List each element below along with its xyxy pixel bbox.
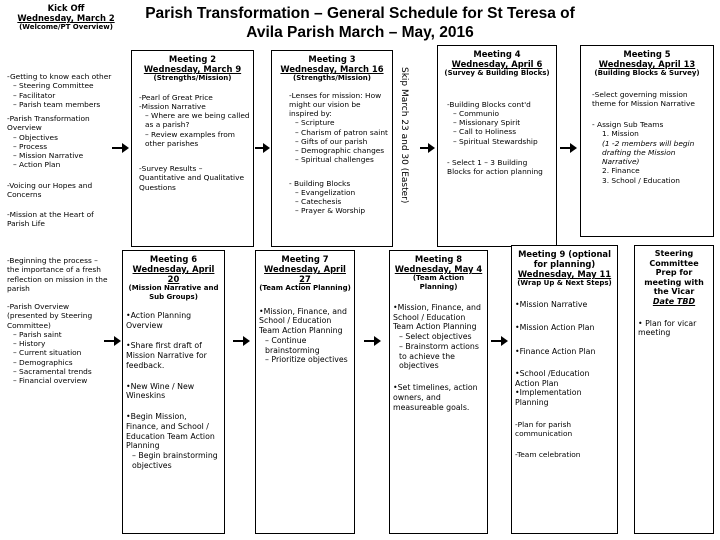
meeting-header	[393, 254, 484, 291]
kickoff-agenda	[7, 72, 115, 229]
agenda-line: – Continue brainstorming	[265, 335, 320, 355]
agenda-line: -Beginning the process – the importance of a fresh reflection on mission in the parish	[7, 256, 108, 293]
right-arrow-icon	[364, 335, 382, 347]
agenda-group	[515, 369, 614, 408]
agenda-line: – Current situation	[13, 348, 82, 358]
agenda-line: •Finance Action Plan	[515, 347, 596, 357]
agenda-line: •Share first draft of Mission Narrative for feedback.	[126, 341, 207, 370]
meeting-subtitle: (Building Blocks & Survey)	[594, 69, 700, 78]
agenda-line: – Mission Narrative	[13, 151, 84, 160]
agenda-line: • Plan for vicar meeting	[638, 318, 697, 338]
agenda-line: 1. Mission	[602, 129, 639, 139]
agenda-line: •New Wine / New Wineskins	[126, 381, 195, 401]
agenda-line: -Mission at the Heart of Parish Life	[7, 210, 94, 229]
agenda-group	[584, 90, 710, 109]
meeting-3-card	[271, 50, 393, 247]
agenda-line: – Demographic changes	[295, 146, 385, 156]
agenda-line: 3. School / Education	[602, 175, 680, 185]
agenda-group	[393, 383, 484, 412]
meeting-header	[135, 54, 250, 83]
kickoff-group	[7, 302, 111, 385]
meeting-9-card	[511, 245, 618, 534]
agenda-line: – Spiritual challenges	[295, 155, 374, 165]
meeting-4-card	[437, 45, 557, 247]
agenda-line: -Plan for parish communication	[515, 419, 573, 439]
kickoff-agenda-lower	[7, 256, 111, 385]
meeting-header	[441, 49, 553, 78]
agenda-line: – Prioritize objectives	[265, 355, 348, 365]
kickoff-group	[7, 181, 115, 200]
agenda-line: – Brainstorm actions to achieve the objectives	[399, 341, 479, 371]
meeting-label: Meeting 8	[414, 254, 463, 264]
meeting-label: Meeting 2	[168, 54, 217, 64]
agenda-line: •Begin Mission, Finance, and School / Education Team Action Planning	[126, 412, 215, 451]
meeting-date: Wednesday, April 6	[451, 59, 543, 70]
meeting-subtitle: (Strengths/Mission)	[153, 74, 232, 83]
agenda-line: – Objectives	[13, 132, 58, 142]
meeting-8-card	[389, 250, 488, 534]
agenda-line: – Evangelization	[295, 187, 356, 197]
page-title: Parish Transformation – General Schedule for St Teresa of Avila Parish March – May, 2016	[145, 5, 575, 42]
agenda-line: -Pearl of Great Price	[139, 92, 213, 102]
agenda-line: – Charism of patron saint	[295, 127, 388, 137]
meeting-subtitle: (Strengths/Mission)	[293, 74, 371, 83]
steering-committee-card	[634, 245, 714, 534]
agenda-line: – Parish saint	[13, 329, 62, 339]
agenda-line: -Building Blocks cont'd	[447, 99, 531, 109]
agenda-line: – History	[13, 339, 46, 348]
agenda-group	[275, 91, 389, 165]
agenda-line: •Mission, Finance, and School / Education Team Action Planning	[393, 302, 481, 332]
agenda-line: •Mission Action Plan	[515, 323, 595, 333]
agenda-line: – Review examples from other parishes	[145, 129, 235, 148]
agenda-line: – Parish team members	[13, 99, 101, 109]
agenda-line: – Begin brainstorming objectives	[132, 451, 218, 470]
agenda-line: -Team celebration	[515, 450, 581, 460]
agenda-line: – Demographics	[13, 357, 73, 367]
agenda-line: – Sacramental trends	[13, 366, 92, 376]
meeting-label: Steering Committee Prep for meeting with the Vicar	[644, 249, 704, 297]
agenda-line: -Mission Narrative	[139, 101, 206, 111]
meeting-6-card	[122, 250, 225, 534]
right-arrow-icon	[420, 142, 436, 154]
kickoff-subtitle: (Welcome/PT Overview)	[19, 23, 113, 32]
agenda-line: -Parish Transformation Overview	[7, 114, 90, 133]
agenda-group	[135, 93, 250, 149]
meeting-date: Date TBD	[652, 296, 696, 306]
meeting-date: Wednesday, March 9	[143, 64, 242, 75]
agenda-group	[515, 323, 614, 333]
agenda-line: -Lenses for mission: How might our vision be inspired by:	[289, 90, 382, 119]
agenda-line: •Set timelines, action owners, and measureable goals.	[393, 383, 478, 412]
meeting-header	[638, 249, 710, 307]
meeting-header	[275, 54, 389, 83]
agenda-group	[126, 382, 221, 401]
kickoff-group	[7, 114, 115, 170]
kickoff-group	[7, 256, 111, 293]
meeting-date: Wednesday, April 13	[598, 59, 696, 70]
meeting-subtitle: (Team Action Planning)	[259, 284, 351, 293]
agenda-line: - Building Blocks	[289, 178, 351, 188]
meeting-label: Meeting 9 (optional for planning)	[518, 249, 611, 270]
meeting-date: Wednesday, April 20	[132, 264, 215, 285]
agenda-line: – Prayer & Worship	[295, 206, 366, 216]
agenda-line: -Getting to know each other	[7, 72, 112, 81]
meeting-date: Wednesday, April 27	[264, 264, 346, 285]
meeting-date: Wednesday, May 11	[517, 269, 612, 280]
agenda-line: -Select governing mission theme for Mission Narrative	[592, 89, 695, 108]
agenda-group	[126, 412, 221, 470]
agenda-line: 2. Finance	[602, 166, 640, 176]
meeting-label: Meeting 3	[308, 54, 356, 64]
kickoff-header	[5, 3, 127, 32]
agenda-line: – Facilitator	[13, 90, 56, 100]
agenda-group	[515, 420, 614, 439]
agenda-group	[275, 179, 389, 216]
meeting-5-card	[580, 45, 714, 237]
agenda-group	[135, 164, 250, 192]
right-arrow-icon	[112, 142, 130, 154]
agenda-line: (1 -2 members will begin drafting the Mission Narrative)	[602, 138, 695, 167]
right-arrow-icon	[491, 335, 509, 347]
meeting-label: Meeting 7	[281, 254, 329, 264]
meeting-header	[584, 49, 710, 78]
agenda-group	[515, 347, 614, 357]
agenda-group	[393, 303, 484, 371]
kickoff-label: Kick Off	[47, 3, 85, 13]
agenda-line: – Process	[13, 141, 48, 151]
meeting-subtitle: (Survey & Building Blocks)	[444, 69, 550, 78]
agenda-line: – Catechesis	[295, 197, 342, 207]
meeting-label: Meeting 4	[473, 49, 521, 59]
agenda-line: -Survey Results – Quantitative and Qualitative Questions	[139, 164, 245, 192]
agenda-group	[638, 319, 710, 338]
agenda-line: – Select objectives	[399, 332, 472, 342]
agenda-group	[584, 120, 710, 185]
agenda-group	[126, 311, 221, 330]
agenda-line: – Where are we being called as a parish?	[145, 111, 250, 130]
meeting-subtitle: (Mission Narrative and Sub Groups)	[128, 284, 219, 301]
meeting-date: Wednesday, May 4	[394, 264, 483, 275]
agenda-line: – Steering Committee	[13, 81, 94, 91]
agenda-line: – Missionary Spirit	[453, 118, 521, 128]
meeting-label: Meeting 5	[623, 49, 671, 59]
agenda-group	[441, 100, 553, 146]
meeting-header	[126, 254, 221, 301]
agenda-group	[259, 307, 351, 365]
agenda-line: – Communio	[453, 108, 500, 118]
agenda-group	[515, 450, 614, 459]
agenda-line: •Implementation Planning	[515, 388, 582, 408]
kickoff-date: Wednesday, March 2	[17, 13, 115, 24]
right-arrow-icon	[104, 335, 122, 347]
agenda-line: - Assign Sub Teams	[592, 120, 664, 130]
right-arrow-icon	[560, 142, 578, 154]
meeting-subtitle: (Team Action Planning)	[412, 274, 465, 291]
meeting-header	[515, 249, 614, 288]
kickoff-group	[7, 210, 115, 229]
agenda-line: •School /Education Action Plan	[515, 368, 590, 388]
agenda-line: - Select 1 – 3 Building Blocks for action planning	[447, 157, 543, 177]
meeting-date: Wednesday, March 16	[280, 64, 384, 75]
agenda-line: •Mission Narrative	[515, 299, 588, 309]
meeting-2-card	[131, 50, 254, 247]
agenda-line: – Call to Holiness	[453, 127, 517, 137]
skip-note-text: Skip March 23 and 30 (Easter)	[399, 66, 409, 204]
agenda-group	[515, 300, 614, 310]
skip-note	[389, 50, 419, 220]
meeting-subtitle: (Wrap Up & Next Steps)	[517, 279, 612, 288]
agenda-line: – Spiritual Stewardship	[453, 136, 538, 146]
right-arrow-icon	[233, 335, 251, 347]
agenda-line: – Gifts of our parish	[295, 136, 368, 146]
agenda-line: – Action Plan	[13, 160, 61, 170]
kickoff-group	[7, 72, 115, 109]
agenda-line: •Action Planning Overview	[126, 311, 192, 330]
agenda-group	[441, 158, 553, 177]
agenda-group	[126, 341, 221, 370]
agenda-line: •Mission, Finance, and School / Education Team Action Planning	[259, 306, 347, 336]
right-arrow-icon	[255, 142, 271, 154]
agenda-line: -Parish Overview (presented by Steering Committee)	[7, 302, 93, 330]
meeting-label: Meeting 6	[149, 254, 198, 264]
meeting-7-card	[255, 250, 355, 534]
agenda-line: – Financial overview	[13, 376, 88, 385]
agenda-line: – Scripture	[295, 118, 335, 128]
meeting-header	[259, 254, 351, 293]
agenda-line: -Voicing our Hopes and Concerns	[7, 180, 93, 199]
